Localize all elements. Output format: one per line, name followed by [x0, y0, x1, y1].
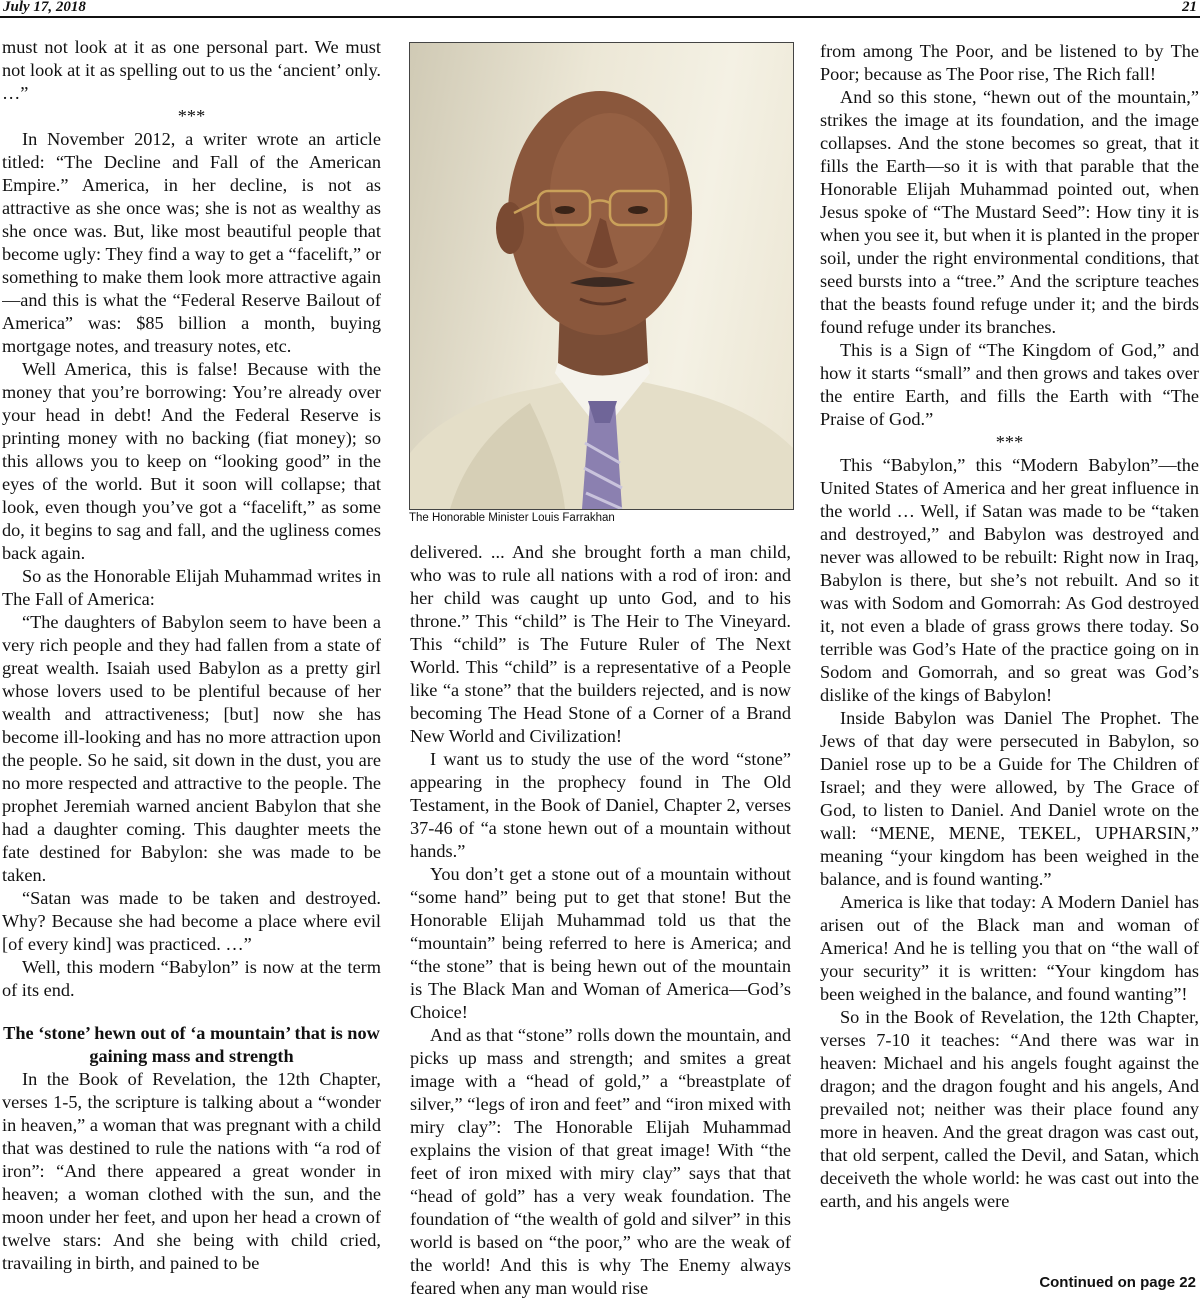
issue-date: July 17, 2018	[3, 0, 86, 15]
paragraph: must not look at it as one personal part. We must not look at it as spelling out to us the ‘ancient’ only. …”	[2, 37, 381, 103]
header-rule	[0, 16, 1200, 18]
page-number: 21	[1182, 0, 1197, 15]
section-separator: ***	[995, 432, 1024, 452]
subheading: The ‘stone’ hewn out of ‘a mountain’ that is now gaining mass and strength	[3, 1023, 380, 1066]
paragraph: And so this stone, “hewn out of the mountain,” strikes the image at its foundation, and the image collapses. And the stone becomes so great, that it fills the Earth—so it is with that parable that the Honorable Elijah Muhammad pointed out, when Jesus spoke of “The Mustard Seed”: How tiny it is when you see it, but when it is planted in the proper soil, under the right environmental conditions, that seed bursts into a “tree.” And the scripture teaches that the beasts found refuge under it; and the birds found refuge under its branches.	[820, 87, 1199, 337]
portrait-illustration	[410, 43, 793, 509]
paragraph: This is a Sign of “The Kingdom of God,” and how it starts “small” and then grows and takes over the entire Earth, and fills the Earth with “The Praise of God.”	[820, 340, 1199, 429]
paragraph: You don’t get a stone out of a mountain without “some hand” being put to get that stone! But the Honorable Elijah Muhammad told us that the “mountain” being referred to here is America; and “the stone” that is being hewn out of the mountain is The Black Man and Woman of America—God’s Choice!	[410, 864, 791, 1022]
section-separator: ***	[177, 106, 206, 126]
paragraph: delivered. ... And she brought forth a man child, who was to rule all nations with a rod of iron: and her child was caught up unto God, and to his throne.” This “child” is The Heir to The Vineyard. This “child” is The Future Ruler of The Next World. This “child” is a representative of a People like “a stone” that the builders rejected, and is now becoming The Head Stone of a Corner of a Brand New World and Civilization!	[410, 542, 791, 746]
photo-caption: The Honorable Minister Louis Farrakhan	[409, 512, 615, 524]
article-column-3	[820, 40, 1199, 1262]
portrait-photo	[409, 42, 794, 510]
paragraph: Well America, this is false! Because with the money that you’re borrowing: You’re already over your head in debt! And the Federal Reserve is printing money with no backing (fiat money); so this allows you to keep on “looking good” in the eyes of the world. But it soon will collapse; that look, even though you’ve got a “facelift,” as some do, it begins to sag and fall, and the ugliness comes back again.	[2, 359, 381, 563]
paragraph: “The daughters of Babylon seem to have been a very rich people and they had fallen from a state of great wealth. Isaiah used Babylon as a pretty girl whose lovers used to be plentiful because of her wealth and attractiveness; [but] now she has become ill-looking and has no more attraction upon the people. So he said, sit down in the dust, you are no more respected and attractive to the people. The prophet Jeremiah warned ancient Babylon that she had a daughter coming. This daughter meets the fate destined for Babylon: she was made to be taken.	[2, 612, 381, 885]
page-header	[0, 0, 1200, 18]
paragraph: In November 2012, a writer wrote an article titled: “The Decline and Fall of the American Empire.” America, in her decline, is not as attractive as she once was; she is not as wealthy as she once was. But, like most beautiful people that become ugly: They find a way to get a “facelift,” or something to make them look more attractive again—and this is what the “Federal Reserve Bailout of America” was: $85 billion a month, buying mortgage notes, and treasury notes, etc.	[2, 129, 381, 356]
paragraph: And as that “stone” rolls down the mountain, and picks up mass and strength; and smites a great image with a “head of gold,” a “breastplate of silver,” “legs of iron and feet” and “iron mixed with miry clay”: The Honorable Elijah Muhammad explains the vision of that great image! With “the feet of iron mixed with miry clay” says that that “head of gold” has a very weak foundation. The foundation of “the wealth of gold and silver” in this world is based on “the poor,” who are the weak of the world! And this is why The Enemy always feared when any man would rise	[410, 1025, 791, 1298]
paragraph: Well, this modern “Babylon” is now at the term of its end.	[2, 957, 381, 1000]
paragraph: I want us to study the use of the word “stone” appearing in the prophecy found in The Old Testament, in the Book of Daniel, Chapter 2, verses 37-46 of “a stone hewn out of a mountain without hands.”	[410, 749, 791, 861]
article-column-2	[410, 541, 791, 1298]
article-column-1	[2, 36, 381, 1298]
paragraph: So as the Honorable Elijah Muhammad writes in The Fall of America:	[2, 566, 381, 609]
paragraph: “Satan was made to be taken and destroyed. Why? Because she had become a place where evil [of every kind] was practiced. …”	[2, 888, 381, 954]
paragraph: In the Book of Revelation, the 12th Chapter, verses 1-5, the scripture is talking about a “wonder in heaven,” a woman that was pregnant with a child that was destined to rule the nations with “a rod of iron”: “And there appeared a great wonder in heaven; a woman clothed with the sun, and the moon under her feet, and upon her head a crown of twelve stars: And she being with child cried, travailing in birth, and pained to be	[2, 1069, 381, 1273]
paragraph: America is like that today: A Modern Daniel has arisen out of the Black man and woman of America! And he is telling you that on “the wall of your security” it is written: “Your kingdom has been weighed in the balance, and found wanting”!	[820, 892, 1199, 1004]
continued-link[interactable]: Continued on page 22	[1039, 1274, 1196, 1291]
paragraph: This “Babylon,” this “Modern Babylon”—the United States of America and her great influence in the world … Well, if Satan was made to be “taken and destroyed,” and Babylon was destroyed and never was allowed to be rebuilt: Right now in Iraq, Babylon is there, but she’s not rebuilt. And so it was with Sodom and Gomorrah: As God destroyed it, not even a blade of grass grows there today. So terrible was God’s Hate of the practice going on in Sodom and Gomorrah, and so great was God’s dislike of the kings of Babylon!	[820, 455, 1199, 705]
paragraph: from among The Poor, and be listened to by The Poor; because as The Poor rise, The Rich fall!	[820, 41, 1199, 84]
paragraph: So in the Book of Revelation, the 12th Chapter, verses 7-10 it teaches: “And there was war in heaven: Michael and his angels fought against the dragon; and the dragon fought and his angels, And prevailed not; neither was their place found any more in heaven. And the great dragon was cast out, that old serpent, called the Devil, and Satan, which deceiveth the whole world: he was cast out into the earth, and his angels were	[820, 1007, 1199, 1211]
paragraph: Inside Babylon was Daniel The Prophet. The Jews of that day were persecuted in Babylon, so Daniel rose up to be a Guide for The Children of Israel; and they were allowed, by The Grace of God, to listen to Daniel. And Daniel wrote on the wall: “MENE, MENE, TEKEL, UPHARSIN,” meaning “your kingdom has been weighed in the balance, and is found wanting.”	[820, 708, 1199, 889]
